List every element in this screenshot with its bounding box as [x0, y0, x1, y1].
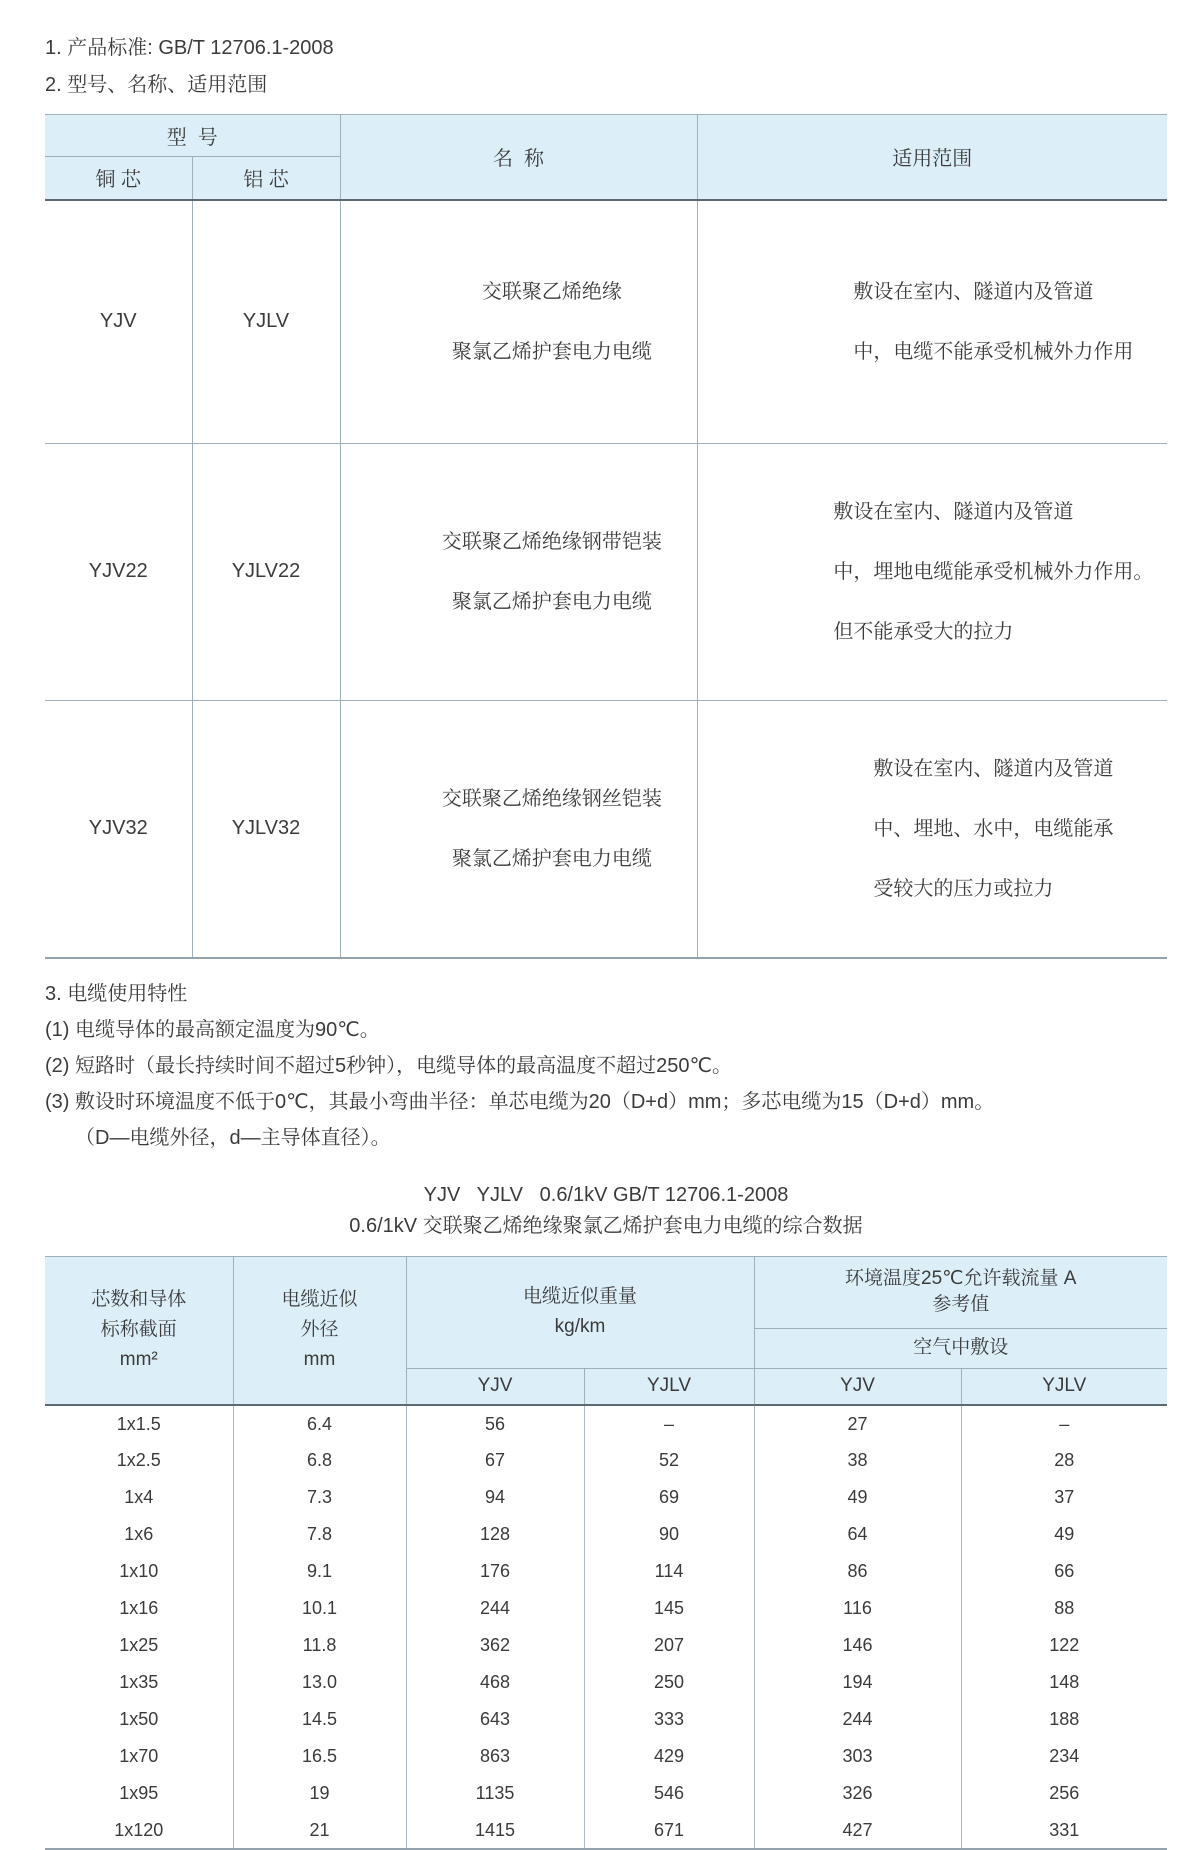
scope-cell: [697, 443, 1167, 700]
summary-title-line-2: 0.6/1kV 交联聚乙烯绝缘聚氯乙烯护套电力电缆的综合数据: [45, 1211, 1167, 1242]
text-line: 但不能承受大的拉力: [833, 621, 1013, 643]
data-cell: 90: [584, 1516, 754, 1553]
data-cell: 1x6: [45, 1516, 233, 1553]
name-text: [341, 754, 697, 904]
data-cell: 671: [584, 1812, 754, 1849]
copper-model-cell: YJV: [45, 200, 192, 444]
text-line: 敷设在室内、隧道内及管道: [853, 281, 1093, 303]
header-model-group: 型 号: [45, 115, 340, 157]
text-line: 聚氯乙烯护套电力电缆: [452, 341, 652, 363]
data-cell: 88: [961, 1590, 1167, 1627]
scope-text: [787, 247, 1134, 397]
header-aluminum-core: 铝 芯: [192, 157, 340, 200]
data-cell: 1x50: [45, 1701, 233, 1738]
data-cell: 333: [584, 1701, 754, 1738]
data-cell: 207: [584, 1627, 754, 1664]
copper-model-cell: YJV32: [45, 700, 192, 958]
data-cell: 13.0: [233, 1664, 406, 1701]
data-cell: 69: [584, 1479, 754, 1516]
data-row: [45, 1553, 1167, 1590]
data-cell: 128: [406, 1516, 584, 1553]
header-approx-weight: [406, 1256, 754, 1368]
data-cell: 56: [406, 1405, 584, 1442]
text-line: 环境温度25℃允许载流量 A: [845, 1268, 1076, 1289]
data-cell: 303: [754, 1738, 961, 1775]
data-row: [45, 1479, 1167, 1516]
header-laid-in-air: 空气中敷设: [754, 1328, 1167, 1368]
data-cell: 10.1: [233, 1590, 406, 1627]
data-cell: 1x70: [45, 1738, 233, 1775]
header-ampacity-yjlv: YJLV: [961, 1368, 1167, 1405]
data-cell: 362: [406, 1627, 584, 1664]
usage-note: (2) 短路时（最长持续时间不超过5秒钟），电缆导体的最高温度不超过250℃。: [45, 1048, 1167, 1084]
text-line: 参考值: [932, 1294, 989, 1315]
data-cell: 64: [754, 1516, 961, 1553]
text-line: 聚氯乙烯护套电力电缆: [452, 591, 652, 613]
data-cell: 643: [406, 1701, 584, 1738]
data-cell: 6.4: [233, 1405, 406, 1442]
data-cell: 863: [406, 1738, 584, 1775]
summary-title-line-1: YJV YJLV 0.6/1kV GB/T 12706.1-2008: [45, 1180, 1167, 1211]
copper-model-cell: YJV22: [45, 443, 192, 700]
data-row: [45, 1516, 1167, 1553]
aluminum-model-cell: YJLV22: [192, 443, 340, 700]
data-cell: 1x16: [45, 1590, 233, 1627]
data-cell: –: [584, 1405, 754, 1442]
data-row: [45, 1701, 1167, 1738]
data-cell: 38: [754, 1442, 961, 1479]
data-cell: 546: [584, 1775, 754, 1812]
header-ampacity: [754, 1256, 1167, 1328]
scope-text: [807, 724, 1114, 934]
data-cell: 234: [961, 1738, 1167, 1775]
data-cell: 427: [754, 1812, 961, 1849]
data-cell: 468: [406, 1664, 584, 1701]
data-cell: 19: [233, 1775, 406, 1812]
model-row-yjv22: [45, 443, 1167, 700]
summary-table-title: [45, 1180, 1167, 1242]
text-line: 电缆近似: [281, 1289, 357, 1310]
scope-cell: [697, 200, 1167, 444]
data-cell: –: [961, 1405, 1167, 1442]
data-row: [45, 1405, 1167, 1442]
name-cell: [340, 443, 697, 700]
header-scope: 适用范围: [697, 115, 1167, 200]
text-line: 聚氯乙烯护套电力电缆: [452, 848, 652, 870]
text-line: 电缆近似重量: [523, 1286, 637, 1307]
data-row: [45, 1664, 1167, 1701]
data-cell: 148: [961, 1664, 1167, 1701]
data-cell: 326: [754, 1775, 961, 1812]
aluminum-model-cell: YJLV32: [192, 700, 340, 958]
data-cell: 114: [584, 1553, 754, 1590]
data-row: [45, 1442, 1167, 1479]
data-cell: 11.8: [233, 1627, 406, 1664]
data-cell: 49: [961, 1516, 1167, 1553]
data-cell: 1415: [406, 1812, 584, 1849]
header-outer-diameter: [233, 1256, 406, 1405]
text-line: 敷设在室内、隧道内及管道: [833, 501, 1073, 523]
data-cell: 9.1: [233, 1553, 406, 1590]
data-row: [45, 1738, 1167, 1775]
data-cell: 14.5: [233, 1701, 406, 1738]
data-cell: 7.8: [233, 1516, 406, 1553]
data-cell: 16.5: [233, 1738, 406, 1775]
data-cell: 1x25: [45, 1627, 233, 1664]
data-cell: 331: [961, 1812, 1167, 1849]
text-line: 芯数和导体: [91, 1289, 186, 1310]
data-cell: 28: [961, 1442, 1167, 1479]
data-row: [45, 1812, 1167, 1849]
data-cell: 1x10: [45, 1553, 233, 1590]
header-weight-yjv: YJV: [406, 1368, 584, 1405]
text-line: 交联聚乙烯绝缘钢丝铠装: [442, 788, 662, 810]
intro-section: [45, 30, 1167, 104]
data-cell: 67: [406, 1442, 584, 1479]
usage-notes-heading: 3. 电缆使用特性: [45, 977, 1167, 1012]
name-text: [341, 497, 697, 647]
data-cell: 1x95: [45, 1775, 233, 1812]
data-cell: 116: [754, 1590, 961, 1627]
data-cell: 194: [754, 1664, 961, 1701]
data-cell: 145: [584, 1590, 754, 1627]
text-line: 中、埋地、水中，电缆能承: [873, 818, 1113, 840]
data-cell: 250: [584, 1664, 754, 1701]
text-line: 中，埋地电缆能承受机械外力作用。: [833, 561, 1153, 583]
data-cell: 1x120: [45, 1812, 233, 1849]
scope-cell: [697, 700, 1167, 958]
text-line: 交联聚乙烯绝缘: [482, 281, 622, 303]
text-line: kg/km: [555, 1316, 606, 1337]
header-weight-yjlv: YJLV: [584, 1368, 754, 1405]
header-ampacity-yjv: YJV: [754, 1368, 961, 1405]
header-name: 名 称: [340, 115, 697, 200]
header-copper-core: 铜 芯: [45, 157, 192, 200]
model-type-table: [45, 114, 1167, 959]
usage-note: (1) 电缆导体的最高额定温度为90℃。: [45, 1012, 1167, 1048]
data-cell: 27: [754, 1405, 961, 1442]
model-row-yjv: [45, 200, 1167, 444]
data-cell: 1135: [406, 1775, 584, 1812]
text-line: 交联聚乙烯绝缘钢带铠装: [442, 531, 662, 553]
name-cell: [340, 200, 697, 444]
summary-data-table: [45, 1256, 1167, 1850]
data-cell: 1x1.5: [45, 1405, 233, 1442]
data-cell: 37: [961, 1479, 1167, 1516]
data-cell: 244: [754, 1701, 961, 1738]
scope-text: [767, 467, 1154, 677]
data-cell: 244: [406, 1590, 584, 1627]
data-cell: 1x2.5: [45, 1442, 233, 1479]
data-cell: 146: [754, 1627, 961, 1664]
data-cell: 429: [584, 1738, 754, 1775]
data-row: [45, 1627, 1167, 1664]
data-cell: 1x4: [45, 1479, 233, 1516]
data-cell: 1x35: [45, 1664, 233, 1701]
name-cell: [340, 700, 697, 958]
text-line: 标称截面: [101, 1319, 177, 1340]
data-cell: 94: [406, 1479, 584, 1516]
data-cell: 66: [961, 1553, 1167, 1590]
header-cores-section: [45, 1256, 233, 1405]
data-cell: 6.8: [233, 1442, 406, 1479]
usage-note: (3) 敷设时环境温度不低于0℃，其最小弯曲半径：单芯电缆为20（D+d）mm；多芯电缆为15（D+d）mm。: [45, 1084, 1167, 1120]
data-row: [45, 1590, 1167, 1627]
data-cell: 7.3: [233, 1479, 406, 1516]
text-line: 中，电缆不能承受机械外力作用: [853, 341, 1133, 363]
intro-line-standard: 1. 产品标准: GB/T 12706.1-2008: [45, 30, 1167, 67]
text-line: mm²: [120, 1349, 158, 1370]
data-cell: 86: [754, 1553, 961, 1590]
data-row: [45, 1775, 1167, 1812]
text-line: mm: [304, 1349, 336, 1370]
text-line: 外径: [300, 1319, 338, 1340]
data-cell: 49: [754, 1479, 961, 1516]
model-row-yjv32: [45, 700, 1167, 958]
data-cell: 122: [961, 1627, 1167, 1664]
name-text: [341, 247, 697, 397]
usage-notes-section: [45, 977, 1167, 1156]
data-cell: 21: [233, 1812, 406, 1849]
intro-line-models: 2. 型号、名称、适用范围: [45, 67, 1167, 104]
aluminum-model-cell: YJLV: [192, 200, 340, 444]
usage-note-legend: （D—电缆外径，d—主导体直径）。: [45, 1120, 1167, 1156]
data-cell: 256: [961, 1775, 1167, 1812]
data-cell: 176: [406, 1553, 584, 1590]
text-line: 敷设在室内、隧道内及管道: [873, 758, 1113, 780]
text-line: 受较大的压力或拉力: [873, 878, 1053, 900]
data-cell: 188: [961, 1701, 1167, 1738]
data-cell: 52: [584, 1442, 754, 1479]
